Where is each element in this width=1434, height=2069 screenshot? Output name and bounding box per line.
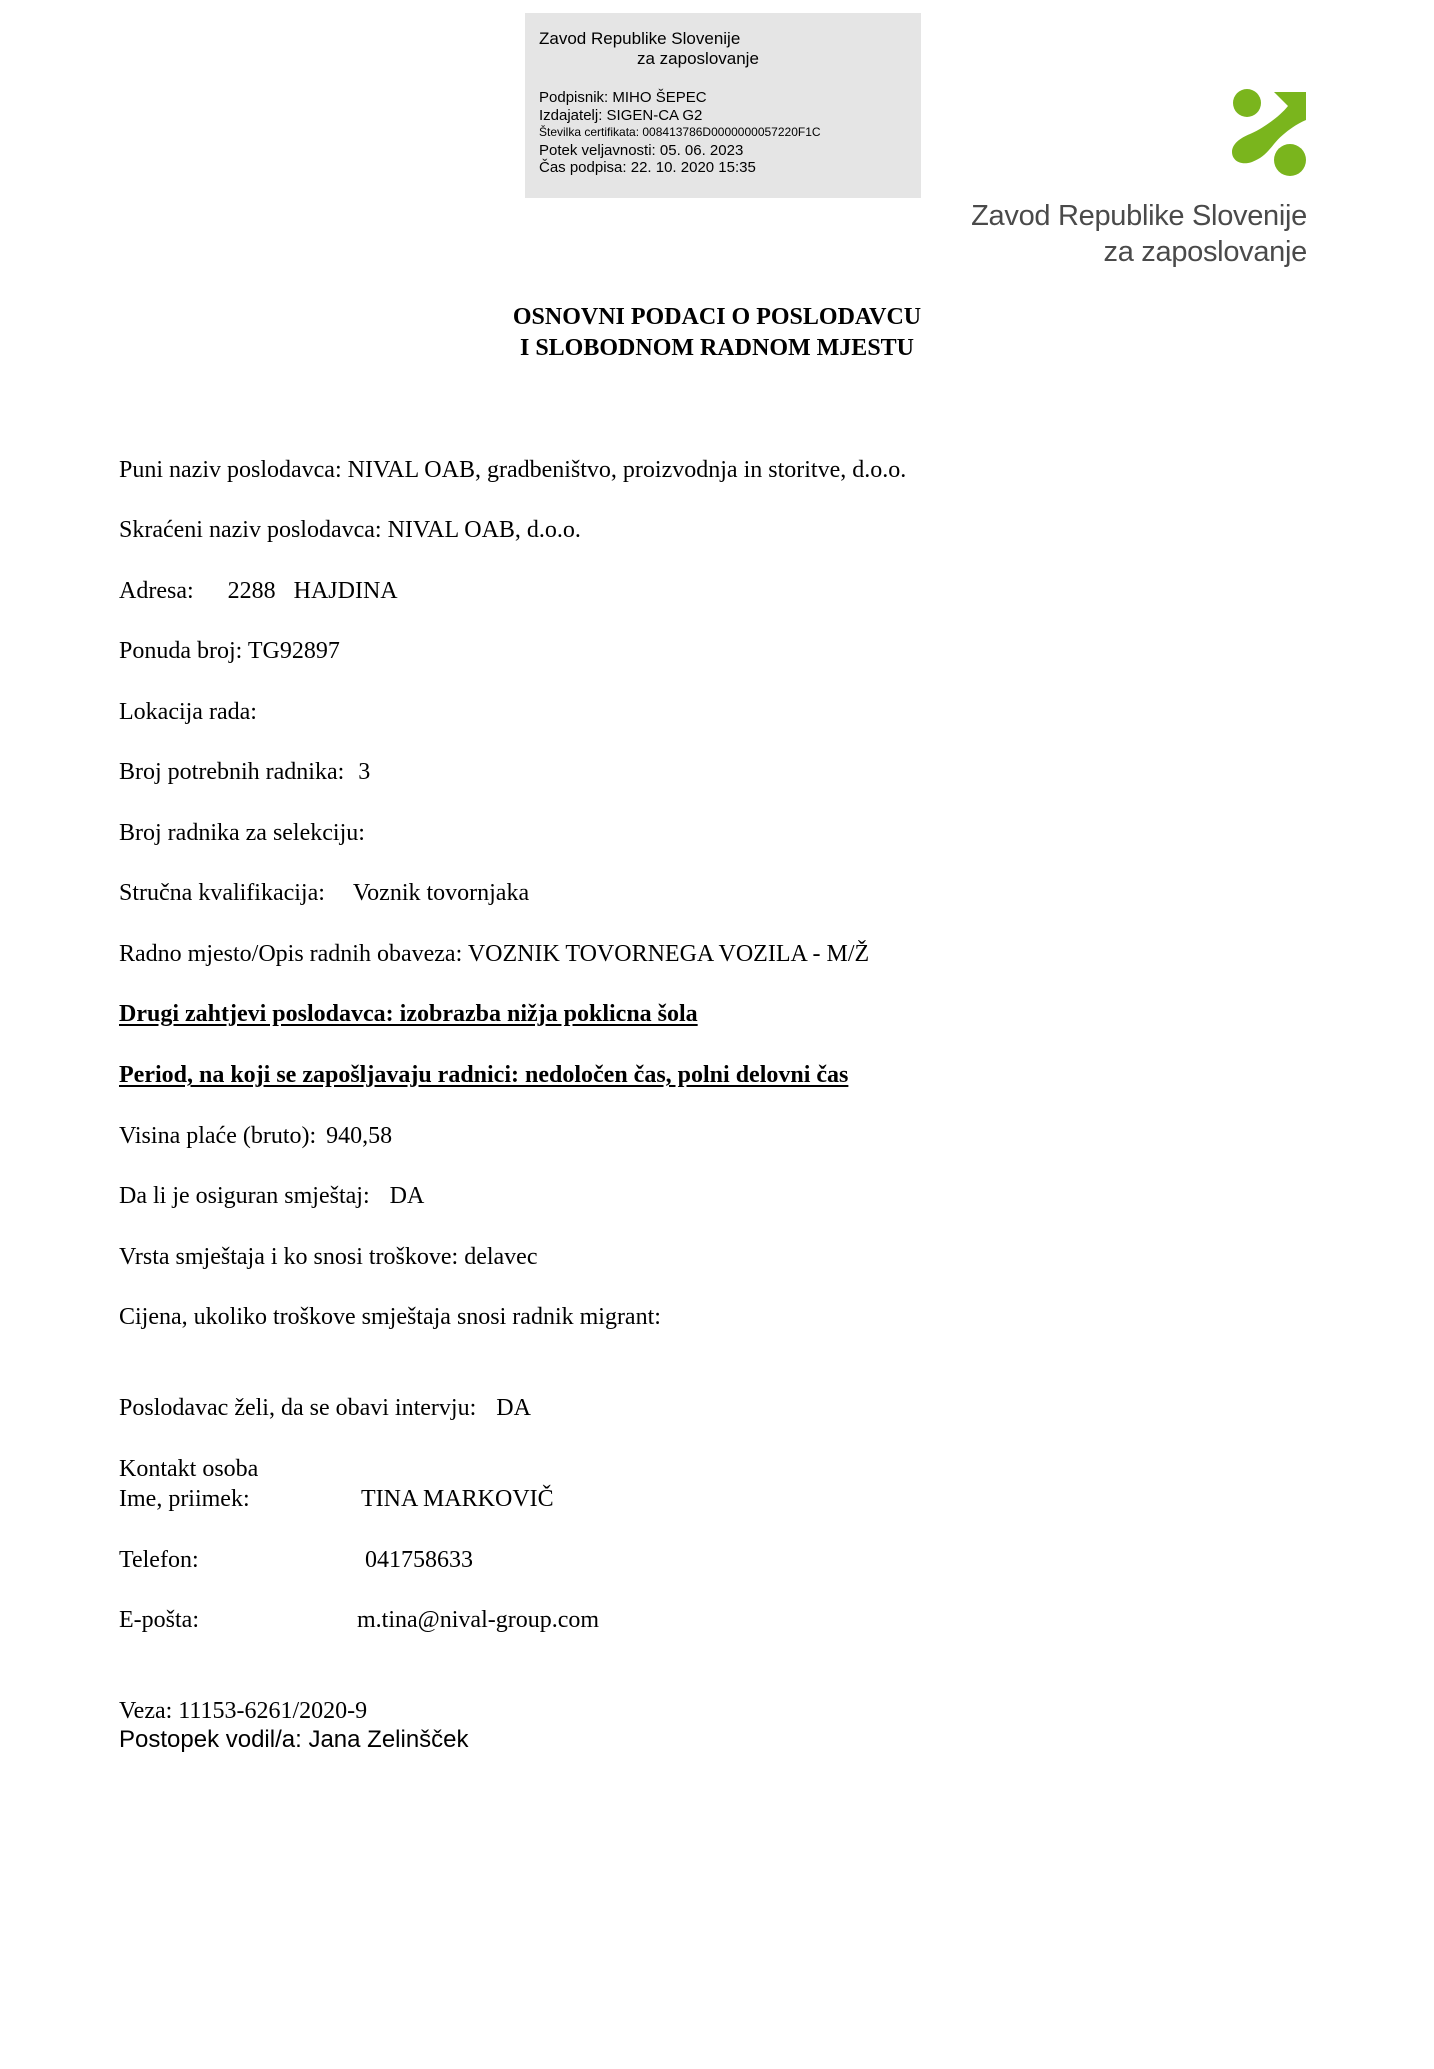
logo-line2: za zaposlovanje <box>1103 236 1307 268</box>
title-line2: I SLOBODNOM RADNOM MJESTU <box>519 335 915 361</box>
contact-name-value: TINA MARKOVIČ <box>361 1486 554 1512</box>
contact-phone <box>119 1545 473 1575</box>
interview <box>119 1393 531 1423</box>
workers-needed-label: Broj potrebnih radnika: <box>119 759 345 785</box>
employment-period: Period, na koji se zapošljavaju radnici: nedoločen čas, polni delovni čas <box>119 1062 849 1088</box>
qualification-value: Voznik tovornjaka <box>352 880 530 906</box>
accommodation-type: Vrsta smještaja i ko snosi troškove: delavec <box>119 1244 538 1270</box>
handled-by: Postopek vodil/a: Jana Zelinšček <box>119 1726 469 1753</box>
employer-full-name: Puni naziv poslodavca: NIVAL OAB, gradbeništvo, proizvodnja in storitve, d.o.o. <box>119 457 907 483</box>
contact-phone-label: Telefon: <box>119 1547 199 1573</box>
document-title <box>0 302 1434 364</box>
work-location: Lokacija rada: <box>119 699 257 725</box>
accommodation-price: Cijena, ukoliko troškove smještaja snosi radnik migrant: <box>119 1304 661 1330</box>
contact-phone-value: 041758633 <box>365 1547 473 1573</box>
accommodation-value: DA <box>389 1183 425 1209</box>
workers-for-selection: Broj radnika za selekciju: <box>119 820 365 846</box>
contact-email <box>119 1605 599 1635</box>
salary-label: Visina plaće (bruto): <box>119 1123 317 1149</box>
job-description: Radno mjesto/Opis radnih obaveza: VOZNIK TOVORNEGA VOZILA - M/Ž <box>119 941 870 967</box>
interview-label: Poslodavac želi, da se obavi intervju: <box>119 1395 477 1421</box>
address-label: Adresa: <box>119 578 194 604</box>
salary <box>119 1121 392 1151</box>
qualification <box>119 878 529 908</box>
zrss-logo-icon <box>1230 88 1308 178</box>
signature-valid-until: Potek veljavnosti: 05. 06. 2023 <box>539 141 744 159</box>
employer-short-name: Skraćeni naziv poslodavca: NIVAL OAB, d.o.o. <box>119 517 581 543</box>
salary-value: 940,58 <box>326 1123 393 1149</box>
contact-heading: Kontakt osoba <box>119 1456 259 1482</box>
qualification-label: Stručna kvalifikacija: <box>119 880 325 906</box>
contact-email-value: m.tina@nival-group.com <box>357 1607 600 1633</box>
workers-needed-value: 3 <box>358 759 371 785</box>
accommodation-provided <box>119 1181 424 1211</box>
workers-needed <box>119 757 370 787</box>
signature-signed-at: Čas podpisa: 22. 10. 2020 15:35 <box>539 159 756 176</box>
signature-org-line1: Zavod Republike Slovenije <box>539 29 741 48</box>
address <box>119 576 398 606</box>
logo-line1: Zavod Republike Slovenije <box>971 200 1307 232</box>
contact-name <box>119 1484 554 1514</box>
signature-signer: Podpisnik: MIHO ŠEPEC <box>539 89 707 106</box>
logo-wordmark <box>971 198 1307 270</box>
signature-issuer: Izdajatelj: SIGEN-CA G2 <box>539 106 703 124</box>
accommodation-label: Da li je osiguran smještaj: <box>119 1183 370 1209</box>
signature-certificate: Številka certifikata: 008413786D0000000057220F1C <box>539 125 821 139</box>
digital-signature-box <box>525 13 921 198</box>
reference-number: Veza: 11153-6261/2020-9 <box>119 1698 368 1724</box>
offer-number: Ponuda broj: TG92897 <box>119 638 340 664</box>
contact-name-label: Ime, priimek: <box>119 1486 250 1512</box>
signature-org-line2: za zaposlovanje <box>637 49 759 68</box>
contact-email-label: E-pošta: <box>119 1607 199 1633</box>
other-requirements: Drugi zahtjevi poslodavca: izobrazba nižja poklicna šola <box>119 1001 698 1027</box>
address-value: 2288 HAJDINA <box>227 578 398 604</box>
interview-value: DA <box>496 1395 531 1421</box>
title-line1: OSNOVNI PODACI O POSLODAVCU <box>512 304 922 330</box>
